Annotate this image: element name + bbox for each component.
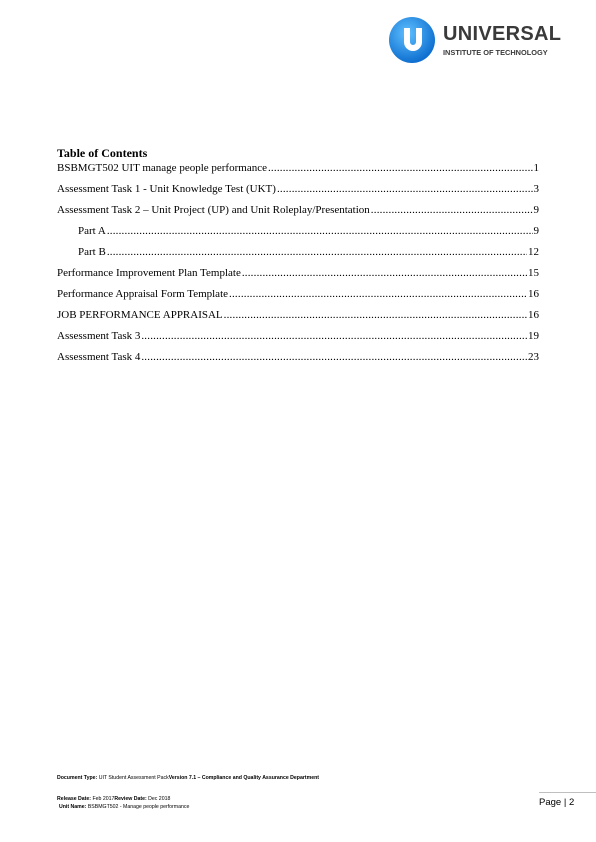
page-separator: | <box>563 797 567 808</box>
toc-leader-dots <box>268 162 533 174</box>
footer-doc-type-value: UIT Student Assessment Pack <box>97 775 169 781</box>
toc-title: Table of Contents <box>57 146 148 160</box>
page-num: 2 <box>568 797 575 808</box>
toc-entry-page[interactable]: 23 <box>528 351 539 363</box>
logo-u-emblem-icon <box>388 16 436 64</box>
footer-unit-label: Unit Name: <box>59 804 87 810</box>
toc-leader-dots <box>229 288 527 300</box>
footer-unit-line <box>59 804 189 810</box>
toc-entry-page[interactable]: 12 <box>528 246 539 258</box>
toc-entry-title[interactable]: Part A <box>78 225 106 237</box>
toc-entry-page[interactable]: 19 <box>528 330 539 342</box>
toc-entry-page[interactable]: 16 <box>528 288 539 300</box>
page-word: Page <box>539 797 562 808</box>
toc-entry-title[interactable]: Part B <box>78 246 106 258</box>
toc-entry-page[interactable]: 15 <box>528 267 539 279</box>
toc-entry[interactable] <box>57 351 539 372</box>
footer-dates-line <box>57 796 170 802</box>
footer-review-value: Dec 2018 <box>146 796 171 802</box>
footer-version: Version 7.1 – Compliance and Quality Assurance Department <box>168 775 319 781</box>
toc-entry-page[interactable]: 16 <box>528 309 539 321</box>
toc-entry-title[interactable]: JOB PERFORMANCE APPRAISAL <box>57 309 223 321</box>
toc-entry-page[interactable]: 3 <box>533 183 539 195</box>
toc-entry-title[interactable]: BSBMGT502 UIT manage people performance <box>57 162 267 174</box>
toc-leader-dots <box>107 246 527 258</box>
toc-leader-dots <box>141 351 527 363</box>
toc-entry[interactable] <box>57 204 539 225</box>
footer-doc-type-line <box>57 775 319 781</box>
toc-leader-dots <box>141 330 527 342</box>
toc-leader-dots <box>224 309 527 321</box>
toc-leader-dots <box>371 204 533 216</box>
toc-list <box>57 162 539 372</box>
toc-entry[interactable] <box>57 183 539 204</box>
toc-leader-dots <box>242 267 527 279</box>
logo-name: UNIVERSAL <box>443 23 562 45</box>
toc-entry-title[interactable]: Performance Improvement Plan Template <box>57 267 241 279</box>
toc-entry-title[interactable]: Assessment Task 4 <box>57 351 141 363</box>
table-of-contents <box>57 146 539 372</box>
toc-leader-dots <box>107 225 533 237</box>
toc-entry[interactable] <box>57 246 539 267</box>
toc-entry[interactable] <box>57 162 539 183</box>
toc-entry[interactable] <box>57 288 539 309</box>
page-number <box>539 792 596 808</box>
toc-leader-dots <box>277 183 533 195</box>
toc-entry-page[interactable]: 1 <box>533 162 539 174</box>
toc-entry[interactable] <box>57 225 539 246</box>
footer-release-label: Release Date: <box>57 796 92 802</box>
toc-entry[interactable] <box>57 267 539 288</box>
toc-entry[interactable] <box>57 330 539 351</box>
institute-logo <box>388 16 562 64</box>
footer-doc-type-label: Document Type: <box>57 775 98 781</box>
logo-tagline: INSTITUTE OF TECHNOLOGY <box>443 48 548 57</box>
toc-entry-page[interactable]: 9 <box>533 225 539 237</box>
toc-entry-page[interactable]: 9 <box>533 204 539 216</box>
toc-entry-title[interactable]: Assessment Task 1 - Unit Knowledge Test (UKT) <box>57 183 276 195</box>
footer-review-label: Review Date: <box>114 796 147 802</box>
footer-unit-value: BSBMGT502 - Manage people performance <box>86 804 190 810</box>
toc-entry[interactable] <box>57 309 539 330</box>
toc-entry-title[interactable]: Assessment Task 2 – Unit Project (UP) and Unit Roleplay/Presentation <box>57 204 370 216</box>
toc-entry-title[interactable]: Performance Appraisal Form Template <box>57 288 229 300</box>
footer-release-value: Feb 2017 <box>91 796 115 802</box>
toc-entry-title[interactable]: Assessment Task 3 <box>57 330 141 342</box>
